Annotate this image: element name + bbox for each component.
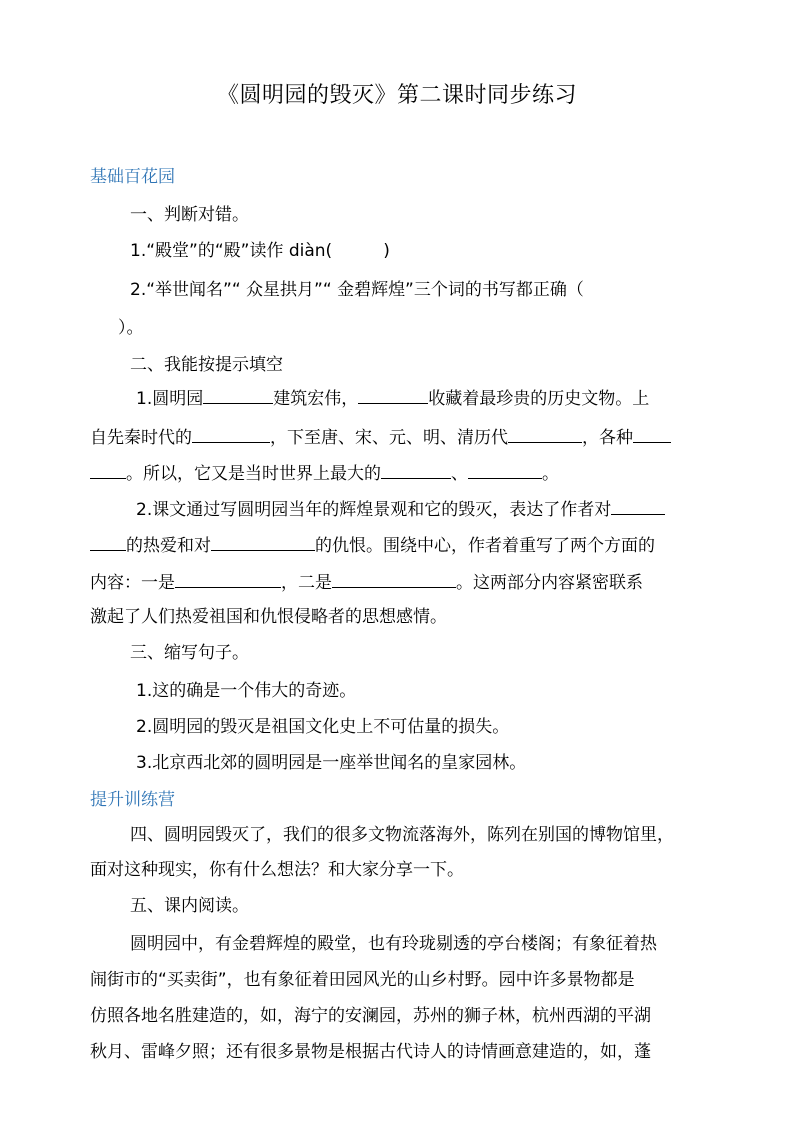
q2-p2-line2 [90,531,710,556]
q2-p1-line2 [90,423,710,448]
q2-p2-text: ，二是 [281,573,332,593]
q2-p1-text: 。 [542,464,559,484]
q2-p2-text: 内容：一是 [90,573,175,593]
q2-p2-line4: 激起了人们热爱祖国和仇恨侵略者的思想感情。 [90,607,447,627]
q5-passage-line1: 圆明园中，有金碧辉煌的殿堂，也有玲珑剔透的亭台楼阁；有象征着热 [130,934,657,954]
q2-p1-text: 1.圆明园 [136,389,204,409]
blank[interactable] [332,570,456,588]
blank[interactable] [90,461,126,479]
blank[interactable] [192,425,270,443]
q1-item2-close: ）。 [118,318,144,338]
q2-p1-text: ，下至唐、宋、元、明、清历代 [270,428,508,448]
q2-p1-text: 建筑宏伟， [273,389,359,409]
q2-p1-text: 自先秦时代的 [90,428,192,448]
q3-sentence3: 3.北京西北郊的圆明园是一座举世闻名的皇家园林。 [136,753,527,773]
q4-line2: 面对这种现实，你有什么想法？和大家分享一下。 [90,860,464,880]
q2-p2-text: 的热爱和对 [126,536,211,556]
q5-passage-line3: 仿照各地名胜建造的，如，海宁的安澜园，苏州的狮子林，杭州西湖的平湖 [90,1006,651,1026]
section-advanced-heading: 提升训练营 [90,790,175,810]
q2-p2-line1 [136,495,710,520]
blank[interactable] [381,461,451,479]
q3-sentence2: 2.圆明园的毁灭是祖国文化史上不可估量的损失。 [136,717,510,737]
blank[interactable] [611,497,665,515]
q1-item1: 1.“殿堂”的“殿”读作 diàn( ) [130,241,390,261]
q2-heading: 二、我能按提示填空 [130,355,283,375]
q3-heading: 三、缩写句子。 [130,643,249,663]
blank[interactable] [633,425,671,443]
blank[interactable] [468,461,542,479]
q5-passage-line4: 秋月、雷峰夕照；还有很多景物是根据古代诗人的诗情画意建造的，如，蓬 [90,1042,651,1062]
blank[interactable] [90,533,126,551]
blank[interactable] [203,386,273,404]
blank[interactable] [211,533,315,551]
q2-p1-text: 、 [451,464,468,484]
q2-p1-line1 [136,384,710,409]
q2-p1-text: ，各种 [582,428,633,448]
q1-item2 [130,275,712,300]
page-title: 《圆明园的毁灭》第二课时同步练习 [216,83,577,108]
q5-heading: 五、课内阅读。 [130,896,249,916]
section-basic-heading: 基础百花园 [90,167,175,187]
q2-p1-text: 。所以，它又是当时世界上最大的 [126,464,381,484]
q2-p1-line3 [90,459,710,484]
q2-p2-line3 [90,568,710,593]
blank[interactable] [175,570,281,588]
q2-p2-text: 。这两部分内容紧密联系 [456,573,643,593]
blank[interactable] [508,425,582,443]
q4-line1: 四、圆明园毁灭了，我们的很多文物流落海外，陈列在别国的博物馆里， [130,825,674,845]
q2-p1-text: 收藏着最珍贵的历史文物。上 [428,389,650,409]
q3-sentence1: 1.这的确是一个伟大的奇迹。 [136,681,357,701]
q2-p2-text: 的仇恨。围绕中心，作者着重写了两个方面的 [315,536,655,556]
q2-p2-text: 2.课文通过写圆明园当年的辉煌景观和它的毁灭，表达了作者对 [136,500,612,520]
blank[interactable] [358,386,428,404]
q1-item2-text: 2.“举世闻名”“ 众星拱月”“ 金碧辉煌”三个词的书写都正确（ [130,280,584,300]
q1-heading: 一、判断对错。 [130,205,249,225]
q5-passage-line2: 闹街市的“买卖街”，也有象征着田园风光的山乡村野。园中许多景物都是 [90,970,635,990]
